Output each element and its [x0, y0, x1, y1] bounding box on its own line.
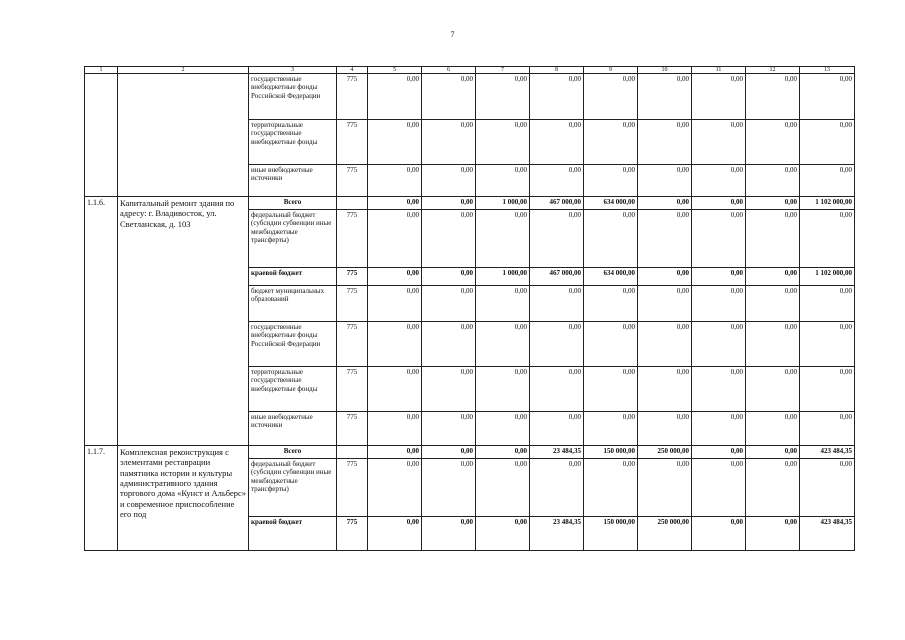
amount-cell: 0,00 — [584, 74, 638, 120]
funding-source: краевой бюджет — [249, 517, 337, 551]
amount-cell: 0,00 — [800, 322, 855, 367]
amount-cell: 0,00 — [584, 367, 638, 412]
amount-cell: 0,00 — [692, 322, 746, 367]
amount-cell: 0,00 — [746, 517, 800, 551]
amount-cell: 0,00 — [638, 322, 692, 367]
amount-cell: 0,00 — [692, 459, 746, 517]
amount-cell: 0,00 — [422, 459, 476, 517]
amount-cell: 1 000,00 — [476, 197, 530, 210]
amount-cell: 0,00 — [746, 412, 800, 446]
funding-source: Всего — [249, 197, 337, 210]
amount-cell: 423 484,35 — [800, 517, 855, 551]
amount-cell: 0,00 — [476, 165, 530, 197]
amount-cell: 250 000,00 — [638, 446, 692, 459]
funding-source: государственные внебюджетные фонды Российской Федерации — [249, 74, 337, 120]
amount-cell: 0,00 — [746, 74, 800, 120]
funding-source: государственные внебюджетные фонды Российской Федерации — [249, 322, 337, 367]
amount-cell: 0,00 — [746, 210, 800, 268]
amount-cell: 0,00 — [422, 120, 476, 165]
column-number-12: 12 — [746, 67, 800, 74]
amount-cell: 0,00 — [800, 165, 855, 197]
item-number — [85, 74, 118, 197]
funding-source: бюджет муниципальных образований — [249, 286, 337, 322]
amount-cell: 1 102 000,00 — [800, 268, 855, 286]
amount-cell: 0,00 — [530, 322, 584, 367]
column-number-5: 5 — [368, 67, 422, 74]
item-name — [118, 74, 249, 197]
amount-cell: 0,00 — [800, 286, 855, 322]
amount-cell: 634 000,00 — [584, 268, 638, 286]
amount-cell: 0,00 — [800, 120, 855, 165]
budget-code: 775 — [337, 517, 368, 551]
amount-cell: 0,00 — [638, 165, 692, 197]
amount-cell: 0,00 — [530, 165, 584, 197]
column-number-7: 7 — [476, 67, 530, 74]
amount-cell: 0,00 — [692, 517, 746, 551]
amount-cell: 0,00 — [638, 268, 692, 286]
amount-cell: 0,00 — [638, 210, 692, 268]
amount-cell: 0,00 — [638, 74, 692, 120]
amount-cell: 0,00 — [692, 210, 746, 268]
column-number-2: 2 — [118, 67, 249, 74]
budget-code: 775 — [337, 210, 368, 268]
amount-cell: 0,00 — [746, 446, 800, 459]
amount-cell: 0,00 — [368, 120, 422, 165]
budget-code: 775 — [337, 367, 368, 412]
column-number-3: 3 — [249, 67, 337, 74]
amount-cell: 0,00 — [422, 165, 476, 197]
amount-cell: 467 000,00 — [530, 268, 584, 286]
amount-cell: 467 000,00 — [530, 197, 584, 210]
budget-code: 775 — [337, 268, 368, 286]
amount-cell: 0,00 — [800, 367, 855, 412]
amount-cell: 0,00 — [584, 165, 638, 197]
table-row — [85, 446, 855, 459]
amount-cell: 0,00 — [368, 446, 422, 459]
amount-cell: 0,00 — [476, 210, 530, 268]
amount-cell: 0,00 — [692, 197, 746, 210]
amount-cell: 23 484,35 — [530, 517, 584, 551]
budget-table — [84, 66, 855, 551]
amount-cell: 0,00 — [530, 286, 584, 322]
amount-cell: 0,00 — [476, 322, 530, 367]
amount-cell: 0,00 — [368, 268, 422, 286]
funding-source: территориальные государственные внебюджетные фонды — [249, 120, 337, 165]
amount-cell: 634 000,00 — [584, 197, 638, 210]
page-number: 7 — [450, 30, 455, 39]
budget-code — [337, 197, 368, 210]
amount-cell: 0,00 — [692, 74, 746, 120]
amount-cell: 0,00 — [638, 412, 692, 446]
amount-cell: 0,00 — [692, 367, 746, 412]
amount-cell: 0,00 — [692, 268, 746, 286]
amount-cell: 250 000,00 — [638, 517, 692, 551]
amount-cell: 0,00 — [746, 286, 800, 322]
amount-cell: 0,00 — [800, 210, 855, 268]
funding-source: Всего — [249, 446, 337, 459]
budget-code: 775 — [337, 459, 368, 517]
budget-code: 775 — [337, 120, 368, 165]
table-body — [85, 74, 855, 551]
column-number-9: 9 — [584, 67, 638, 74]
amount-cell: 0,00 — [530, 459, 584, 517]
column-number-8: 8 — [530, 67, 584, 74]
amount-cell: 0,00 — [476, 367, 530, 412]
amount-cell: 0,00 — [476, 412, 530, 446]
amount-cell: 0,00 — [692, 165, 746, 197]
column-number-header — [85, 67, 855, 74]
amount-cell: 0,00 — [422, 517, 476, 551]
amount-cell: 0,00 — [584, 322, 638, 367]
amount-cell: 0,00 — [692, 286, 746, 322]
amount-cell: 0,00 — [368, 74, 422, 120]
amount-cell: 0,00 — [368, 197, 422, 210]
amount-cell: 0,00 — [746, 165, 800, 197]
amount-cell: 0,00 — [746, 120, 800, 165]
amount-cell: 23 484,35 — [530, 446, 584, 459]
amount-cell: 0,00 — [368, 412, 422, 446]
funding-source: территориальные государственные внебюджетные фонды — [249, 367, 337, 412]
amount-cell: 0,00 — [746, 197, 800, 210]
amount-cell: 150 000,00 — [584, 446, 638, 459]
amount-cell: 0,00 — [638, 459, 692, 517]
amount-cell: 0,00 — [368, 517, 422, 551]
table-row — [85, 197, 855, 210]
amount-cell: 0,00 — [692, 120, 746, 165]
amount-cell: 0,00 — [368, 210, 422, 268]
amount-cell: 0,00 — [368, 459, 422, 517]
column-number-1: 1 — [85, 67, 118, 74]
budget-code — [337, 446, 368, 459]
amount-cell: 0,00 — [800, 412, 855, 446]
amount-cell: 0,00 — [476, 74, 530, 120]
amount-cell: 0,00 — [368, 322, 422, 367]
table-row — [85, 74, 855, 120]
amount-cell: 1 102 000,00 — [800, 197, 855, 210]
budget-code: 775 — [337, 322, 368, 367]
budget-code: 775 — [337, 165, 368, 197]
amount-cell: 0,00 — [530, 367, 584, 412]
amount-cell: 0,00 — [368, 367, 422, 412]
amount-cell: 0,00 — [422, 322, 476, 367]
amount-cell: 0,00 — [476, 517, 530, 551]
amount-cell: 0,00 — [692, 412, 746, 446]
amount-cell: 0,00 — [584, 412, 638, 446]
amount-cell: 0,00 — [800, 74, 855, 120]
column-number-13: 13 — [800, 67, 855, 74]
amount-cell: 0,00 — [476, 120, 530, 165]
column-number-4: 4 — [337, 67, 368, 74]
funding-source: федеральный бюджет (субсидии субвенции иные межбюджетные трансферты) — [249, 210, 337, 268]
amount-cell: 0,00 — [368, 286, 422, 322]
amount-cell: 0,00 — [476, 286, 530, 322]
amount-cell: 0,00 — [746, 268, 800, 286]
amount-cell: 0,00 — [422, 446, 476, 459]
amount-cell: 0,00 — [584, 120, 638, 165]
amount-cell: 0,00 — [422, 268, 476, 286]
funding-source: краевой бюджет — [249, 268, 337, 286]
amount-cell: 0,00 — [638, 197, 692, 210]
column-number-10: 10 — [638, 67, 692, 74]
column-number-6: 6 — [422, 67, 476, 74]
amount-cell: 0,00 — [692, 446, 746, 459]
item-number: 1.1.7. — [85, 446, 118, 551]
budget-code: 775 — [337, 286, 368, 322]
amount-cell: 0,00 — [422, 367, 476, 412]
amount-cell: 0,00 — [422, 412, 476, 446]
funding-source: федеральный бюджет (субсидии субвенции иные межбюджетные трансферты) — [249, 459, 337, 517]
item-number: 1.1.6. — [85, 197, 118, 446]
amount-cell: 0,00 — [422, 74, 476, 120]
amount-cell: 0,00 — [530, 210, 584, 268]
amount-cell: 0,00 — [476, 446, 530, 459]
amount-cell: 0,00 — [530, 74, 584, 120]
amount-cell: 423 484,35 — [800, 446, 855, 459]
amount-cell: 0,00 — [746, 322, 800, 367]
amount-cell: 1 000,00 — [476, 268, 530, 286]
item-name: Капитальный ремонт здания по адресу: г. Владивосток, ул. Светланская, д. 103 — [118, 197, 249, 446]
amount-cell: 0,00 — [638, 367, 692, 412]
amount-cell: 0,00 — [530, 412, 584, 446]
amount-cell: 0,00 — [638, 120, 692, 165]
funding-source: иные внебюджетные источники — [249, 165, 337, 197]
item-name: Комплексная реконструкция с элементами реставрации памятника истории и культуры административного здания торгового дома «Кунст и Альберс» и современное приспособление его под — [118, 446, 249, 551]
amount-cell: 0,00 — [638, 286, 692, 322]
amount-cell: 0,00 — [422, 210, 476, 268]
amount-cell: 0,00 — [800, 459, 855, 517]
amount-cell: 0,00 — [584, 210, 638, 268]
amount-cell: 0,00 — [422, 286, 476, 322]
funding-source: иные внебюджетные источники — [249, 412, 337, 446]
amount-cell: 0,00 — [530, 120, 584, 165]
amount-cell: 0,00 — [584, 459, 638, 517]
amount-cell: 0,00 — [746, 459, 800, 517]
header-row — [85, 67, 855, 74]
amount-cell: 0,00 — [422, 197, 476, 210]
amount-cell: 0,00 — [476, 459, 530, 517]
amount-cell: 0,00 — [584, 286, 638, 322]
column-number-11: 11 — [692, 67, 746, 74]
amount-cell: 0,00 — [746, 367, 800, 412]
budget-code: 775 — [337, 412, 368, 446]
amount-cell: 150 000,00 — [584, 517, 638, 551]
budget-code: 775 — [337, 74, 368, 120]
amount-cell: 0,00 — [368, 165, 422, 197]
